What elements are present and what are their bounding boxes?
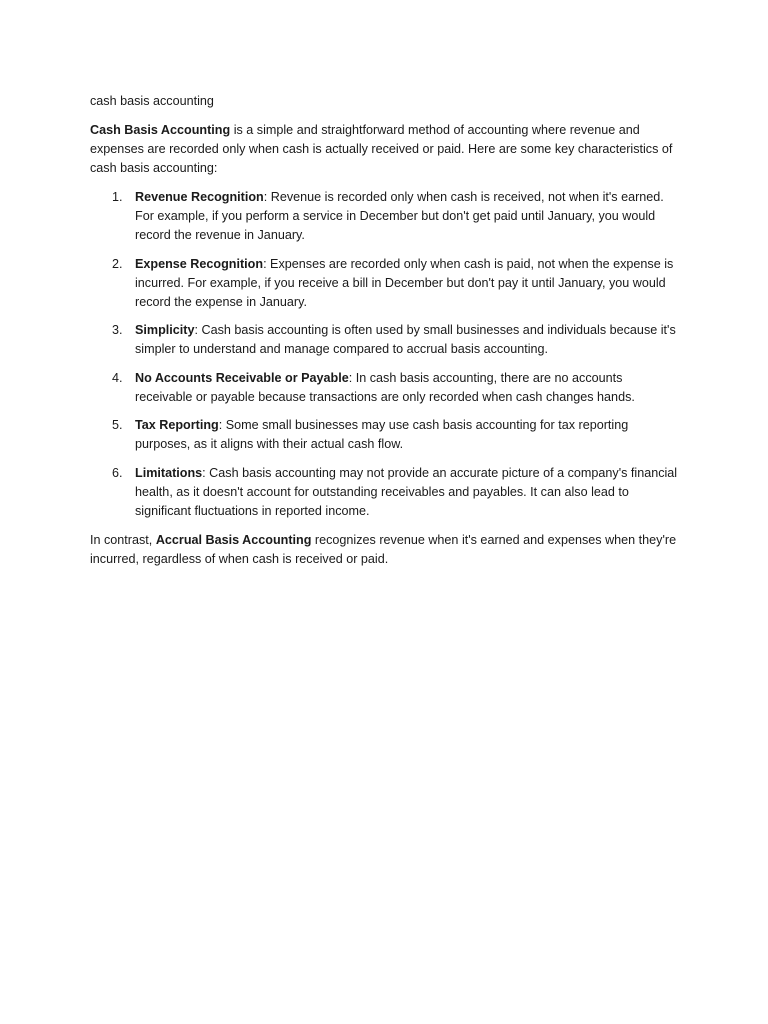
list-item xyxy=(90,416,682,454)
intro-text: is a simple and straightforward method of accounting where revenue and expenses are recorded only when cash is actually received or paid. Here are some key characteristics of cash basis accounting: xyxy=(90,123,673,175)
conclusion-lead: In contrast, xyxy=(90,532,156,547)
list-item xyxy=(90,321,682,359)
list-item-text: : Cash basis accounting is often used by small businesses and individuals because it's simpler to understand and manage compared to accrual basis accounting. xyxy=(135,323,676,356)
conclusion-paragraph xyxy=(90,531,682,569)
intro-term: Cash Basis Accounting xyxy=(90,123,231,137)
list-item xyxy=(90,464,682,521)
list-item-term: Revenue Recognition xyxy=(135,190,264,204)
list-item xyxy=(90,369,682,407)
conclusion-text: recognizes revenue when it's earned and expenses when they're incurred, regardless of when cash is received or paid. xyxy=(90,532,677,566)
list-item-term: No Accounts Receivable or Payable xyxy=(135,370,349,385)
list-item xyxy=(90,188,682,245)
list-item-text: : Expenses are recorded only when cash is paid, not when the expense is incurred. For example, if you receive a bill in December but don't pay it until January, you would record the expense in January. xyxy=(135,256,674,309)
characteristics-list xyxy=(90,188,682,521)
document-page xyxy=(90,92,682,579)
list-item-term: Tax Reporting xyxy=(135,418,219,432)
list-item-number: 3. xyxy=(112,323,123,337)
conclusion-term: Accrual Basis Accounting xyxy=(155,532,312,547)
list-item-text: : Revenue is recorded only when cash is received, not when it's earned. For example, if you perform a service in December but don't get paid until January, you would record the revenue in January. xyxy=(135,190,664,242)
list-item-number: 4. xyxy=(112,370,123,385)
list-item-text: : Cash basis accounting may not provide an accurate picture of a company's financial health, as it doesn't account for outstanding receivables and payables. It can also lead to significant fluctuations in reported income. xyxy=(135,465,678,518)
list-item-term: Expense Recognition xyxy=(135,256,264,271)
list-item-term: Limitations xyxy=(135,465,203,480)
list-item-text: : In cash basis accounting, there are no accounts receivable or payable because transactions are only recorded when cash changes hands. xyxy=(135,370,635,404)
list-item-text: : Some small businesses may use cash basis accounting for tax reporting purposes, as it aligns with their actual cash flow. xyxy=(135,418,629,451)
document-title: cash basis accounting xyxy=(90,94,214,108)
list-item-term: Simplicity xyxy=(135,323,195,337)
list-item-number: 6. xyxy=(112,465,123,480)
intro-paragraph xyxy=(90,121,682,178)
list-item xyxy=(90,255,682,312)
list-item-number: 5. xyxy=(112,418,123,432)
list-item-number: 1. xyxy=(112,190,123,204)
list-item-number: 2. xyxy=(112,256,123,271)
